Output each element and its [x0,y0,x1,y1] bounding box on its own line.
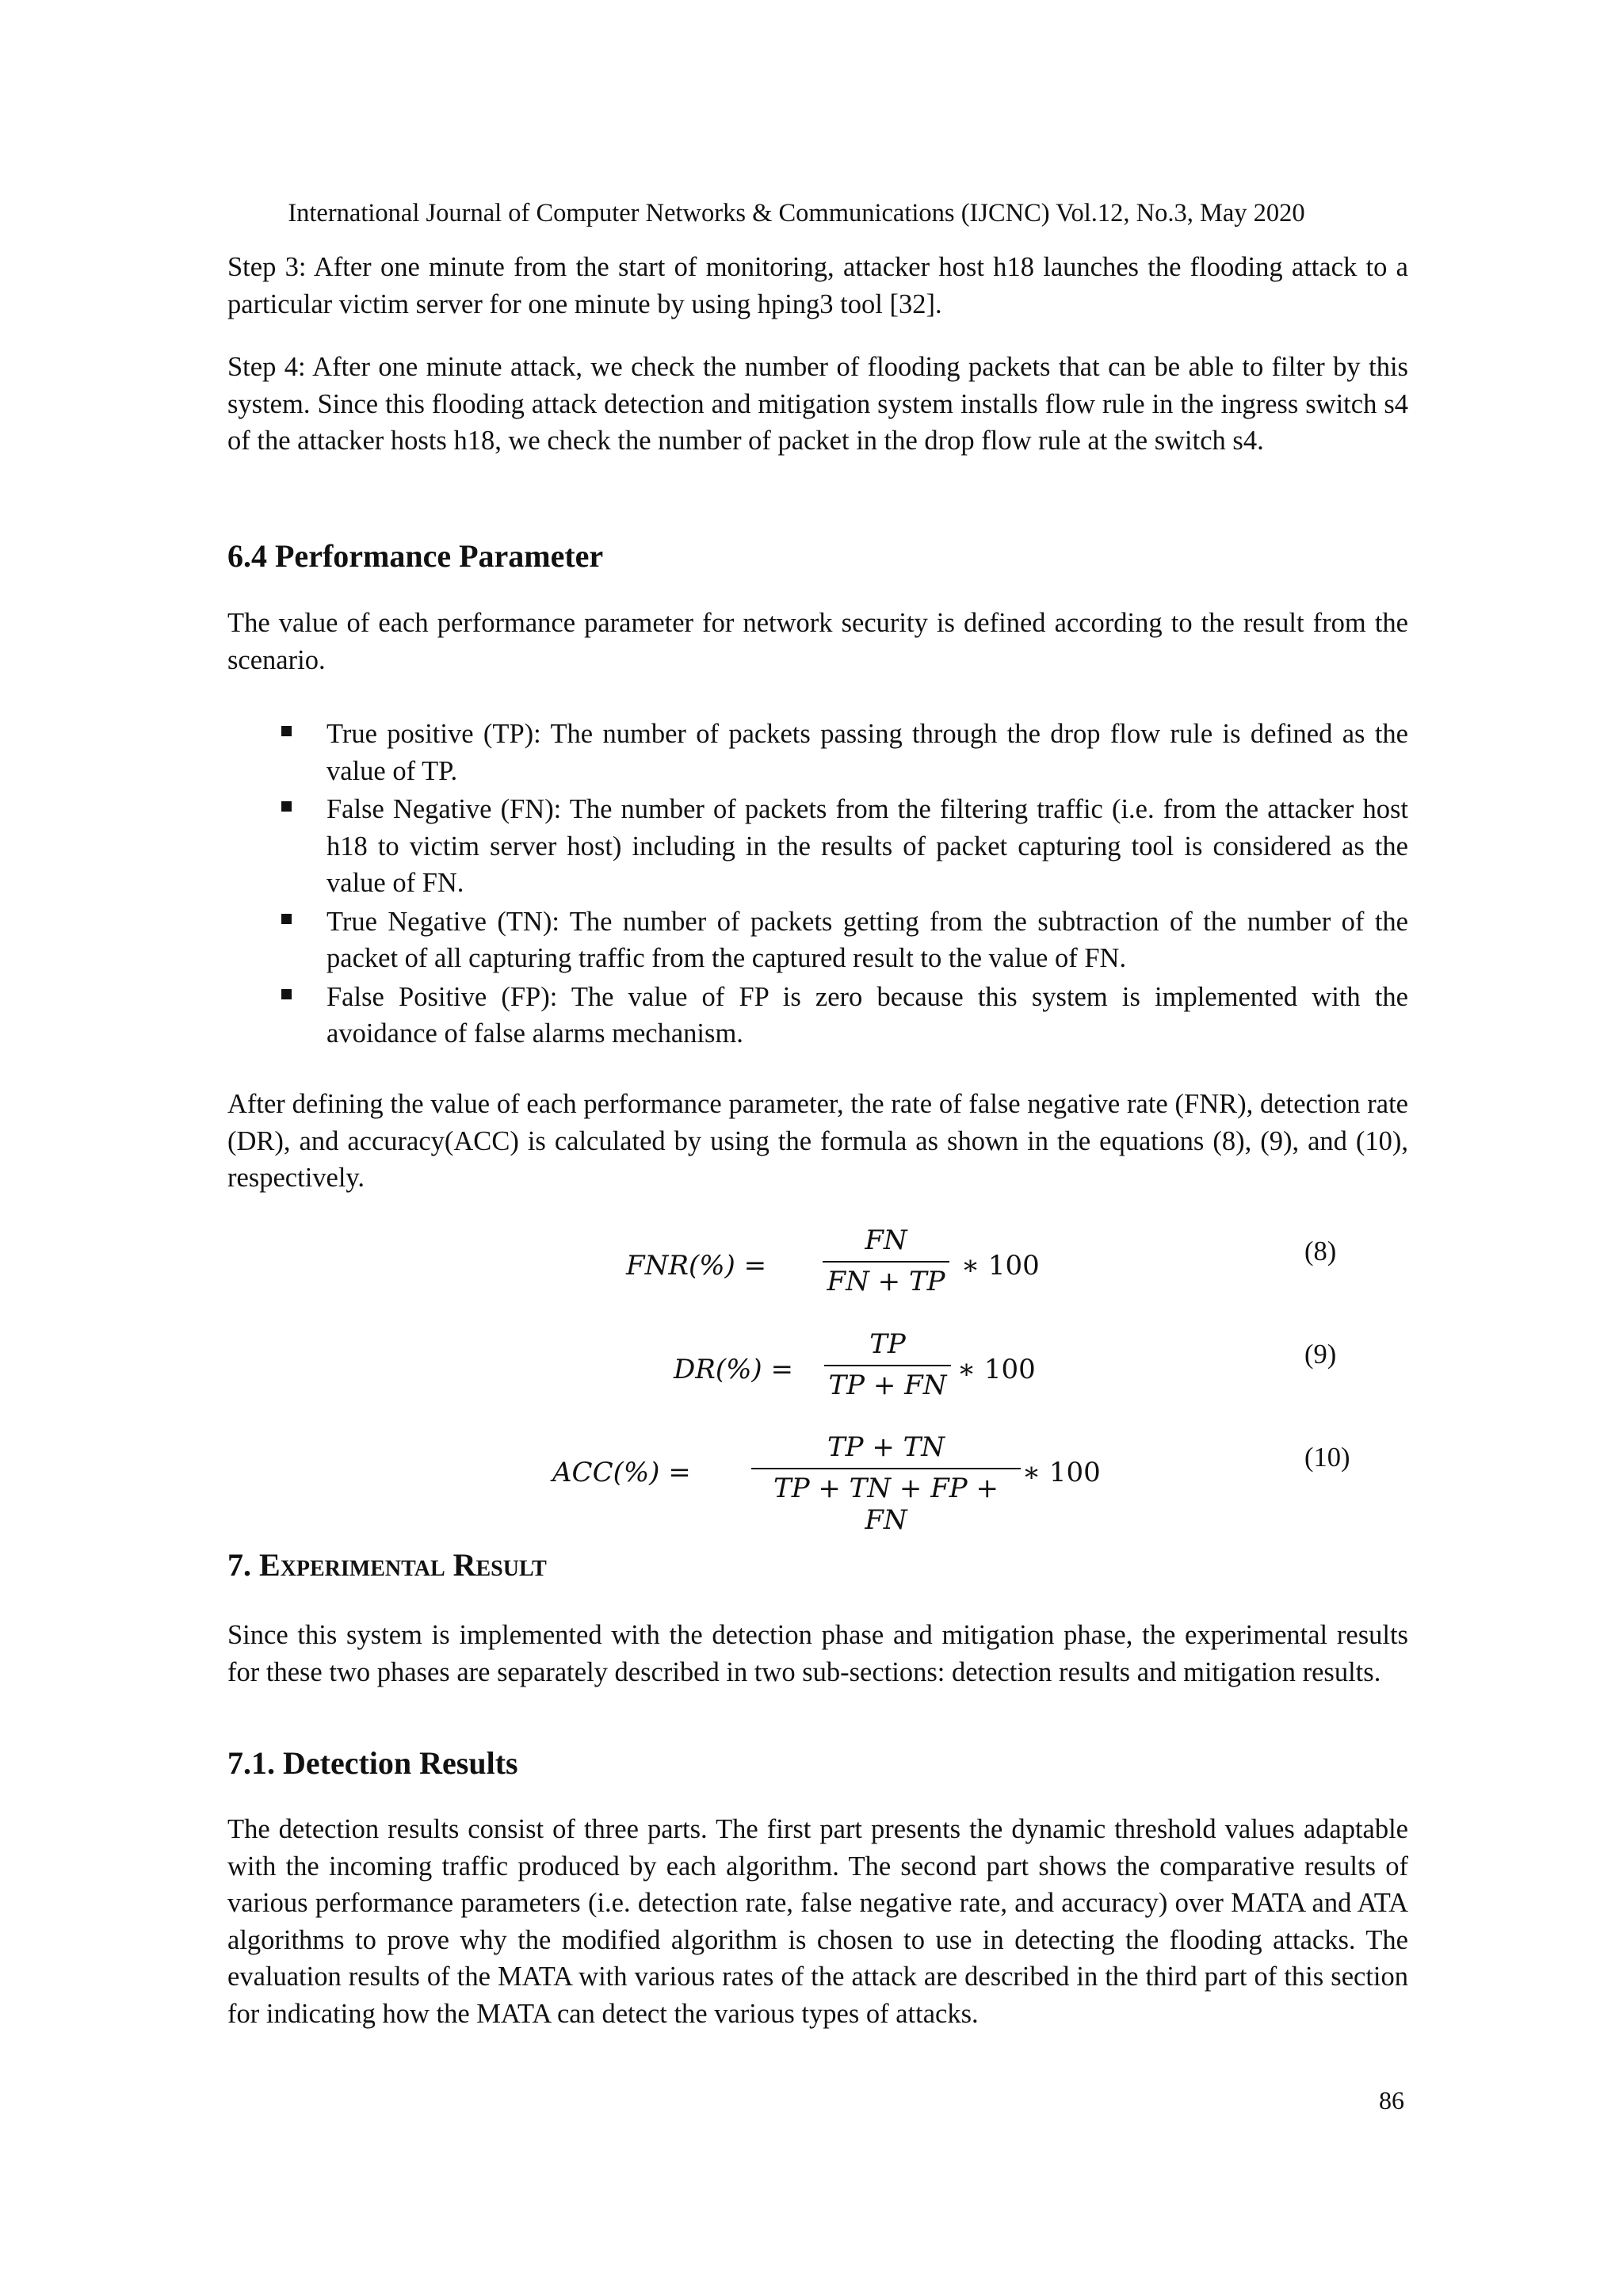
bullet-square-icon [281,801,292,812]
running-header: International Journal of Computer Networks & Communications (IJCNC) Vol.12, No.3, May 2020 [288,199,1305,227]
equation-number-10: (10) [1304,1442,1350,1473]
equation-dr-multiplier: ∗ 100 [957,1354,1036,1385]
equation-acc-fraction [751,1431,1021,1536]
section-6-4-after: After defining the value of each performance parameter, the rate of false negative rate (FNR), detection rate (DR), and accuracy(ACC) is calculated by using the formula as shown in the equations (8), (9), and (10), respectively. [227,1089,1408,1193]
bullet-square-icon [281,989,292,999]
section-7-heading: 7. Experimental Result [227,1547,547,1583]
equation-dr-denominator: TP + FN [828,1370,947,1401]
page-number: 86 [1379,2086,1404,2115]
equation-fnr-denominator: FN + TP [827,1266,945,1297]
step4-paragraph: Step 4: After one minute attack, we check the number of flooding packets that can be able to filter by this system. Since this flooding attack detection and mitigation system installs flow rule in the ingress switch s4 of the attacker hosts h18, we check the number of packet in the drop flow rule at the switch s4. [227,352,1408,456]
equation-number-9: (9) [1304,1339,1337,1370]
bullet-square-icon [281,726,292,736]
equation-acc-numerator: TP + TN [827,1431,945,1463]
equation-number-8: (8) [1304,1236,1337,1266]
section-7-1-heading: 7.1. Detection Results [227,1745,518,1781]
step3-paragraph: Step 3: After one minute from the start of monitoring, attacker host h18 launches the flooding attack to a particular victim server for one minute by using hping3 tool [32]. [227,252,1408,319]
equation-acc-multiplier: ∗ 100 [1022,1457,1101,1488]
bullet-square-icon [281,914,292,924]
section-6-4-intro: The value of each performance parameter for network security is defined according to the result from the scenario. [227,608,1408,675]
bullet-item-tp: True positive (TP): The number of packets passing through the drop flow rule is defined as the value of TP. [227,716,1408,789]
fraction-bar [823,1261,949,1263]
equation-fnr-lhs: FNR(%) = [626,1250,767,1282]
parameter-bullet-list [227,716,1408,1054]
equation-fnr-numerator: FN [865,1224,907,1256]
equation-dr-lhs: DR(%) = [674,1354,793,1385]
fraction-bar [824,1365,951,1366]
equation-acc-denominator: TP + TN + FP + FN [773,1473,999,1536]
equation-acc-lhs: ACC(%) = [552,1457,691,1488]
section-6-4-heading: 6.4 Performance Parameter [227,538,604,574]
section-7-1-paragraph: The detection results consist of three parts. The first part presents the dynamic threshold values adaptable with the incoming traffic produced by each algorithm. The second part shows the comparative results of various performance parameters (i.e. detection rate, false negative rate, and accuracy) over MATA and ATA algorithms to prove why the modified algorithm is chosen to use in detecting the flooding attacks. The evaluation results of the MATA with various rates of the attack are described in the third part of this section for indicating how the MATA can detect the various types of attacks. [227,1814,1408,2029]
bullet-item-fn: False Negative (FN): The number of packets from the filtering traffic (i.e. from the attacker host h18 to victim server host) including in the results of packet capturing tool is considered as the value of FN. [227,791,1408,902]
fraction-bar [751,1468,1021,1469]
equation-fnr-multiplier: ∗ 100 [961,1250,1040,1282]
equation-dr-fraction [824,1328,951,1401]
section-7-paragraph: Since this system is implemented with the detection phase and mitigation phase, the experimental results for these two phases are separately described in two sub-sections: detection results and mitigation results. [227,1620,1408,1687]
equation-fnr-fraction [823,1224,949,1297]
bullet-item-fp: False Positive (FP): The value of FP is zero because this system is implemented with the avoidance of false alarms mechanism. [227,979,1408,1052]
bullet-item-tn: True Negative (TN): The number of packets getting from the subtraction of the number of the packet of all capturing traffic from the captured result to the value of FN. [227,904,1408,977]
equation-dr-numerator: TP [869,1328,906,1360]
